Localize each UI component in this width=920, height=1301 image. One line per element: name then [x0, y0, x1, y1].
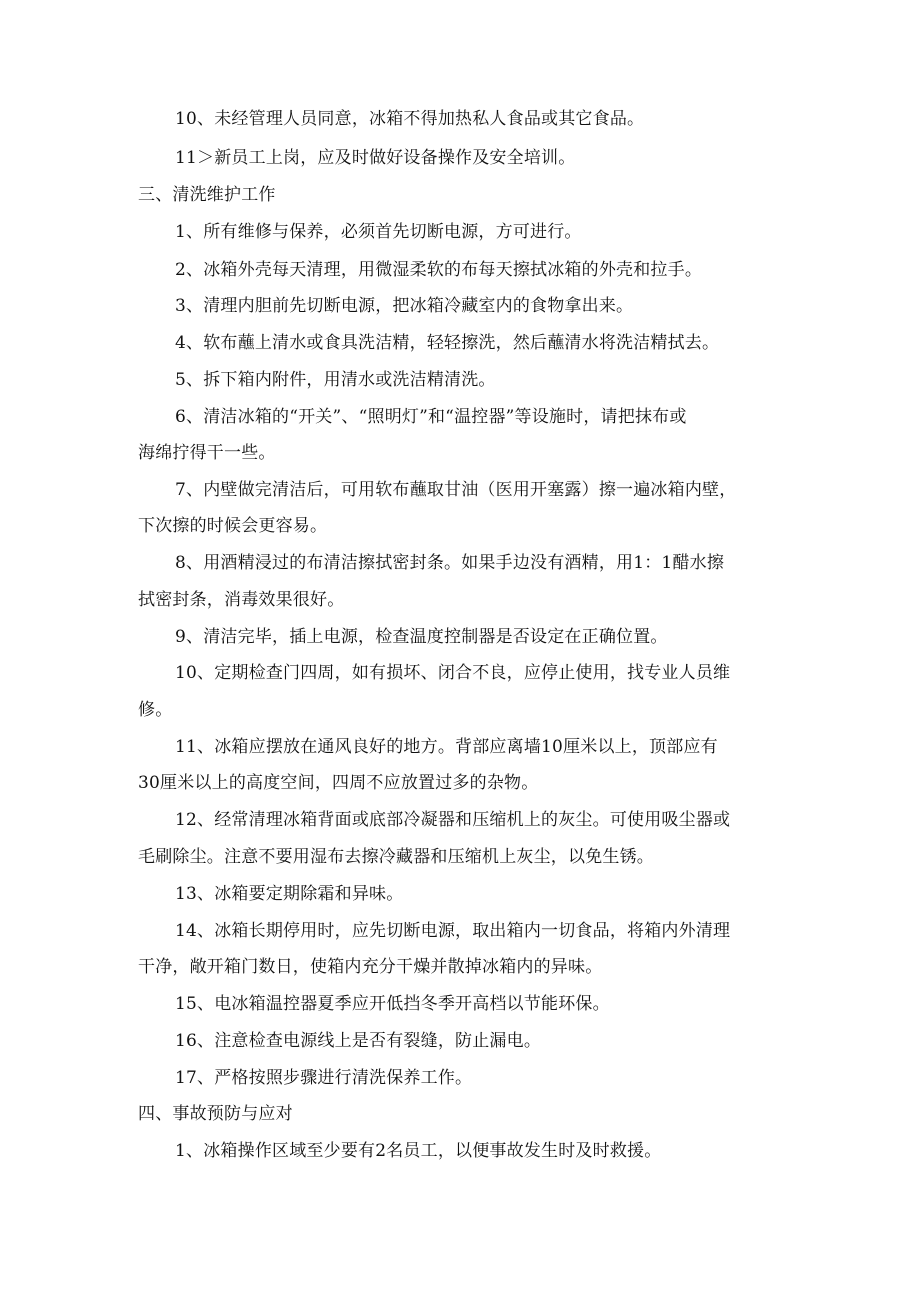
- section-3-item-10-line-2: 修。: [138, 700, 173, 720]
- item-10-line: 10、未经管理人员同意，冰箱不得加热私人食品或其它食品。: [175, 109, 645, 129]
- section-3-item-7-line-1: 7、内壁做完清洁后，可用软布蘸取甘油（医用开塞露）擦一遍冰箱内壁，: [175, 480, 737, 500]
- section-3-item-8-line-1: 8、用酒精浸过的布清洁擦拭密封条。如果手边没有酒精，用1：1醋水擦: [175, 553, 725, 573]
- section-3-item-1: 1、所有维修与保养，必须首先切断电源，方可进行。: [175, 222, 582, 242]
- section-3-item-15: 15、电冰箱温控器夏季应开低挡冬季开高档以节能环保。: [175, 994, 610, 1014]
- section-3-item-12-line-2: 毛刷除尘。注意不要用湿布去擦冷藏器和压缩机上灰尘，以免生锈。: [138, 847, 654, 867]
- section-3-item-16: 16、注意检查电源线上是否有裂缝，防止漏电。: [175, 1031, 542, 1051]
- section-3-item-14-line-2: 干净，敞开箱门数日，使箱内充分干燥并散掉冰箱内的异味。: [138, 957, 603, 977]
- item-11-line: 11＞新员工上岗，应及时做好设备操作及安全培训。: [175, 148, 576, 168]
- section-3-item-6-line-1: 6、清洁冰箱的“开关”、“照明灯”和“温控器”等设施时，请把抹布或: [175, 407, 687, 427]
- section-3-item-6-line-2: 海绵拧得干一些。: [138, 443, 276, 463]
- section-3-item-14-line-1: 14、冰箱长期停用时，应先切断电源，取出箱内一切食品，将箱内外清理: [175, 921, 731, 941]
- section-3-item-12-line-1: 12、经常清理冰箱背面或底部冷凝器和压缩机上的灰尘。可使用吸尘器或: [175, 810, 731, 830]
- section-3-item-10-line-1: 10、定期检查门四周，如有损坏、闭合不良，应停止使用，找专业人员维: [175, 663, 731, 683]
- section-3-item-2: 2、冰箱外壳每天清理，用微湿柔软的布每天擦拭冰箱的外壳和拉手。: [175, 260, 703, 280]
- section-3-item-4: 4、软布蘸上清水或食具洗洁精，轻轻擦洗，然后蘸清水将洗洁精拭去。: [175, 333, 720, 353]
- section-3-item-9: 9、清洁完毕，插上电源，检查温度控制器是否设定在正确位置。: [175, 627, 668, 647]
- section-3-item-11-line-1: 11、冰箱应摆放在通风良好的地方。背部应离墙10厘米以上，顶部应有: [175, 737, 718, 757]
- section-3-item-13: 13、冰箱要定期除霜和异味。: [175, 884, 404, 904]
- section-3-item-17: 17、严格按照步骤进行清洗保养工作。: [175, 1068, 473, 1088]
- section-3-item-7-line-2: 下次擦的时候会更容易。: [138, 516, 328, 536]
- section-3-heading: 三、清洗维护工作: [138, 185, 276, 205]
- section-4-heading: 四、事故预防与应对: [138, 1104, 293, 1124]
- section-3-item-11-line-2: 30厘米以上的高度空间，四周不应放置过多的杂物。: [138, 773, 539, 793]
- section-3-item-3: 3、清理内胆前先切断电源，把冰箱冷藏室内的食物拿出来。: [175, 296, 634, 316]
- section-3-item-5: 5、拆下箱内附件，用清水或洗洁精清洗。: [175, 370, 496, 390]
- section-4-item-1: 1、冰箱操作区域至少要有2名员工，以便事故发生时及时救援。: [175, 1141, 662, 1161]
- section-3-item-8-line-2: 拭密封条，消毒效果很好。: [138, 590, 345, 610]
